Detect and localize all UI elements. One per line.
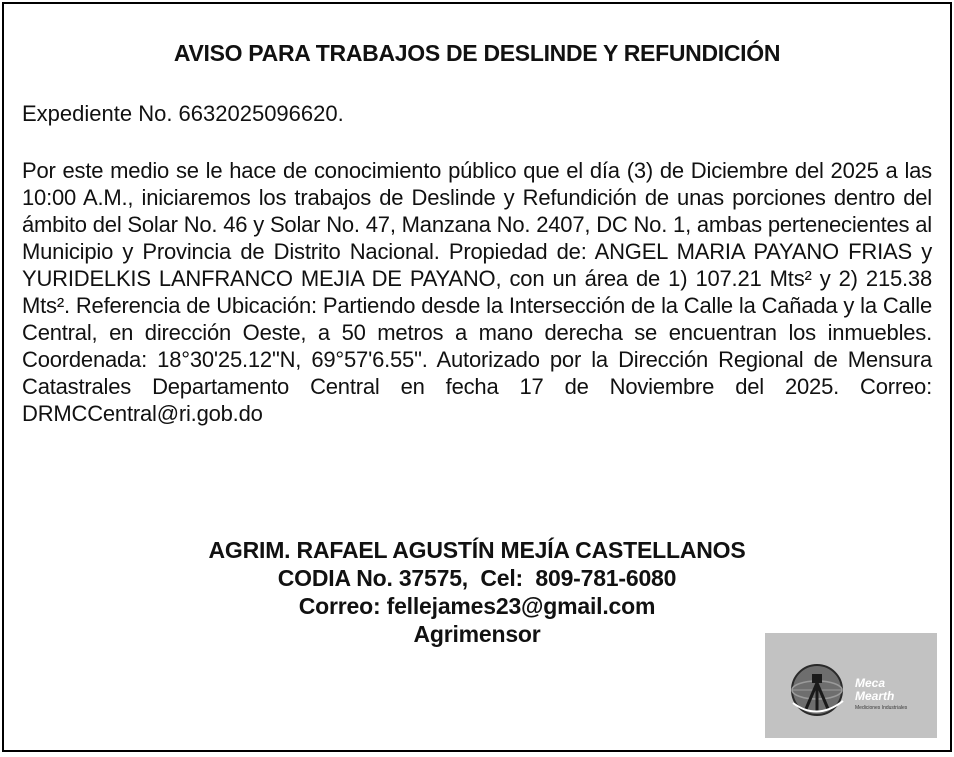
notice-title: AVISO PARA TRABAJOS DE DESLINDE Y REFUNDICIÓN	[173, 40, 781, 66]
notice-body: Por este medio se le hace de conocimiento público que el día (3) de Diciembre del 2025 a las 10:00 A.M., iniciaremos los trabajos de Deslinde y Refundición de unas porciones dentro del ámbito del Solar No. 46 y Solar No. 47, Manzana No. 2407, DC No. 1, ambas pertenecientes al Municipio y Provincia de Distrito Nacional. Propiedad de: ANGEL MARIA PAYANO FRIAS y YURIDELKIS LANFRANCO MEJIA DE PAYANO, con un área de 1) 107.21 Mts² y 2) 215.38 Mts². Referencia de Ubicación: Partiendo desde la Intersección de la Calle la Cañada y la Calle Central, en dirección Oeste, a 50 metros a mano derecha se encuentran los inmuebles. Coordenada: 18°30'25.12"N, 69°57'6.55". Autorizado por la Dirección Regional de Mensura Catastrales Departamento Central en fecha 17 de Noviembre del 2025. Correo: DRMCCentral@ri.gob.do	[22, 158, 932, 426]
signature-block	[4, 536, 950, 648]
signature-name: AGRIM. RAFAEL AGUSTÍN MEJÍA CASTELLANOS	[208, 537, 746, 563]
company-logo	[765, 633, 937, 738]
expediente-number: Expediente No. 6632025096620.	[22, 101, 344, 126]
logo-tagline: Mediciones Industriales	[855, 705, 908, 711]
signature-role: Agrimensor	[413, 621, 541, 647]
logo-line1: Meca	[855, 676, 886, 690]
signature-email: Correo: fellejames23@gmail.com	[298, 593, 656, 619]
surveyor-tripod-globe-logo-icon	[765, 633, 937, 738]
signature-codia: CODIA No. 37575, Cel: 809-781-6080	[277, 565, 677, 591]
notice-frame	[2, 2, 952, 752]
logo-line2: Mearth	[855, 689, 895, 703]
